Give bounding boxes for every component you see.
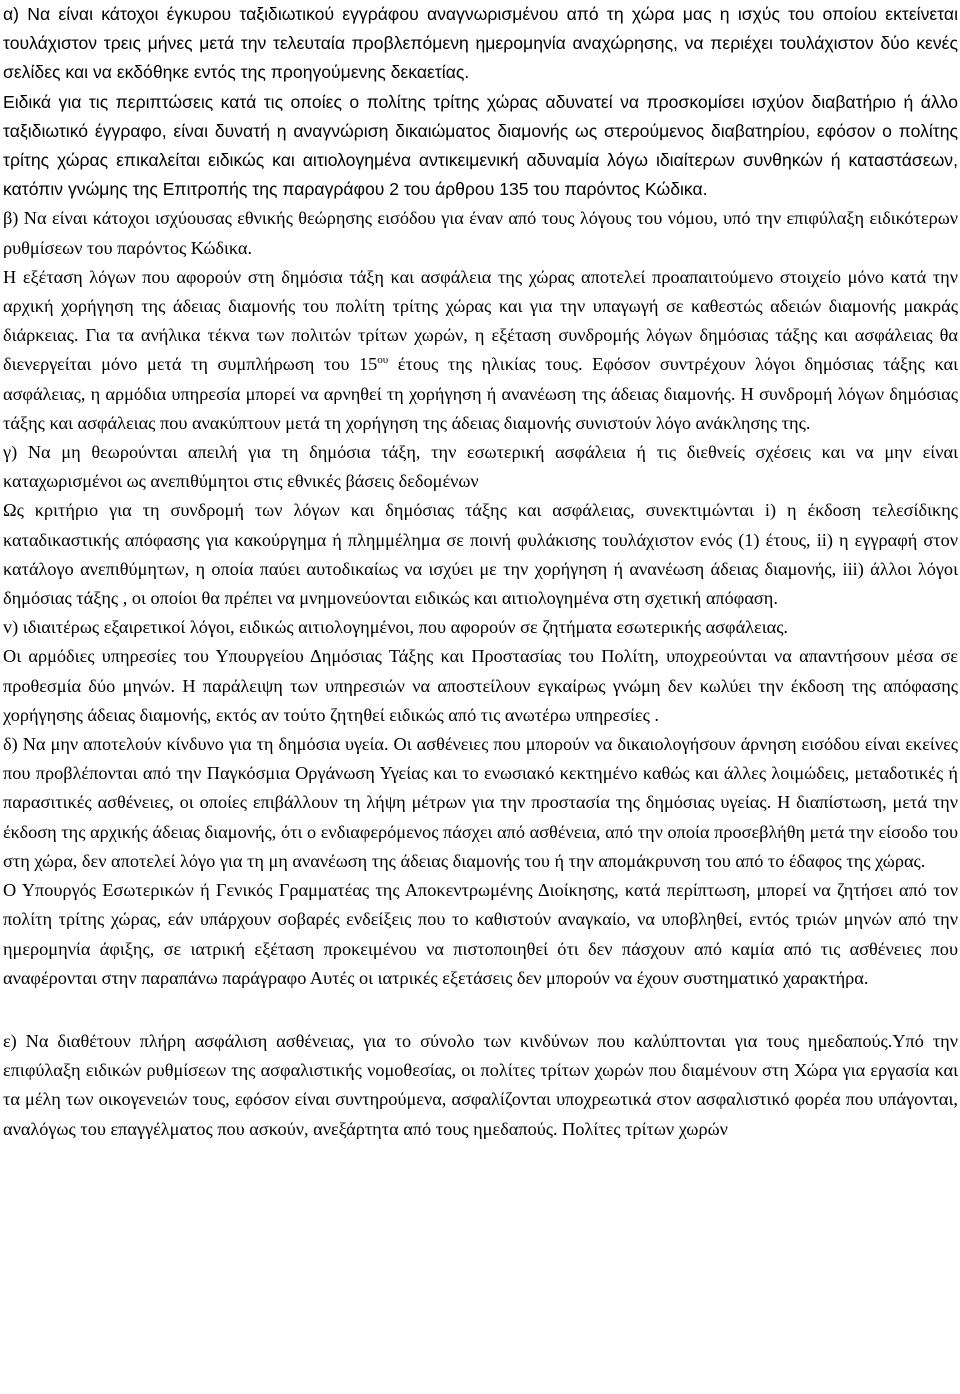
paragraph-c-3: v) ιδιαιτέρως εξαιρετικοί λόγοι, ειδικώς αιτιολογημένοι, που αφορούν σε ζητήματα εσωτερικής ασφάλειας. — [3, 617, 789, 638]
paragraph-b-2-after: έτους της ηλικίας τους. Εφόσον συντρέχουν λόγοι δημόσιας τάξης και ασφάλειας, η αρμόδια υπηρεσία μπορεί να αρνηθεί τη χορήγηση ή ανανέωση της άδειας διαμονής. Η συνδρομή λόγων δημόσιας τάξης και ασφάλειας που ανακύπτουν μετά τη χορήγηση της άδειας διαμονής συνιστούν λόγο ανάκλησης της. — [3, 354, 958, 433]
paragraph-b-2-before: Η εξέταση λόγων που αφορούν στη δημόσια τάξη και ασφάλεια της χώρας αποτελεί προαπαιτούμενο στοιχείο μόνο κατά την αρχική χορήγηση της άδειας διαμονής του πολίτη τρίτης χώρας και για την υπαγωγή σε καθεστώς αδειών διαμονής μακράς διάρκειας. Για τα ανήλικα τέκνα των πολιτών τρίτων χωρών, η εξέταση συνδρομής λόγων δημόσιας τάξης και ασφάλειας θα διενεργείται μόνο μετά τη συμπλήρωση του 15 — [3, 266, 958, 375]
main-body — [3, 204, 958, 1143]
paragraph-a-2: Ειδικά για τις περιπτώσεις κατά τις οποίες ο πολίτης τρίτης χώρας αδυνατεί να προσκομίσει ισχύον διαβατήριο ή άλλο ταξιδιωτικό έγγραφο, είναι δυνατή η αναγνώριση δικαιώματος διαμονής ως στερούμενος διαβατηρίου, εφόσον ο πολίτης τρίτης χώρας επικαλείται ειδικώς και αιτιολογημένα αντικειμενική αδυναμία λόγω ιδιαίτερων συνθηκών ή καταστάσεων, κατόπιν γνώμης της Επιτροπής της παραγράφου 2 του άρθρου 135 του παρόντος Κώδικα. — [3, 91, 958, 200]
paragraph-c-1: γ) Να μη θεωρούνται απειλή για τη δημόσια τάξη, την εσωτερική ασφάλεια ή τις διεθνείς σχέσεις και να μην είναι καταχωρισμένοι ως ανεπιθύμητοι στις εθνικές βάσεις δεδομένων — [3, 442, 958, 492]
paragraph-e-1: ε) Να διαθέτουν πλήρη ασφάλιση ασθένειας, για το σύνολο των κινδύνων που καλύπτονται για τους ημεδαπούς.Υπό την επιφύλαξη ειδικών ρυθμίσεων της ασφαλιστικής νομοθεσίας, οι πολίτες τρίτων χωρών που διαμένουν στη Χώρα για εργασία και τα μέλη των οικογενειών τους, εφόσον είναι συντηρούμενα, ασφαλίζονται υποχρεωτικά στον ασφαλιστικό φορέα που υπάγονται, αναλόγως του επαγγέλματος που ασκούν, ανεξάρτητα από τους ημεδαπούς. Πολίτες τρίτων χωρών — [3, 1030, 958, 1139]
paragraph-spacer — [3, 993, 958, 1027]
paragraph-d-2: Ο Υπουργός Εσωτερικών ή Γενικός Γραμματέας της Αποκεντρωμένης Διοίκησης, κατά περίπτωση, μπορεί να ζητήσει από τον πολίτη τρίτης χώρας, εάν υπάρχουν σοβαρές ενδείξεις που το καθιστούν αναγκαίο, να υποβληθεί, εντός τριών μηνών από την ημερομηνία άφιξης, σε ιατρική εξέταση προκειμένου να πιστοποιηθεί ότι δεν πάσχουν από καμία από τις ασθένειες που αναφέρονται στην παραπάνω παράγραφο Αυτές οι ιατρικές εξετάσεις δεν μπορούν να έχουν συστηματικό χαρακτήρα. — [3, 880, 958, 988]
paragraph-d-1: δ) Να μην αποτελούν κίνδυνο για τη δημόσια υγεία. Οι ασθένειες που μπορούν να δικαιολογήσουν άρνηση εισόδου είναι εκείνες που προβλέπονται από την Παγκόσμια Οργάνωση Υγείας και το ενωσιακό κεκτημένο καθώς και άλλες λοιμώδεις, μεταδοτικές ή παρασιτικές ασθένειες, οι οποίες επιβάλλουν τη λήψη μέτρων για την προστασία της δημόσιας υγείας. Η διαπίστωση, μετά την έκδοση της αρχικής άδειας διαμονής, ότι ο ενδιαφερόμενος πάσχει από ασθένεια, από την οποία προσεβλήθη μετά την είσοδο του στη χώρα, δεν αποτελεί λόγο για τη μη ανανέωση της άδειας διαμονής του ή την απομάκρυνση του από το έδαφος της χώρας. — [3, 734, 958, 871]
paragraph-b-2 — [3, 263, 958, 438]
paragraph-a-1: α) Να είναι κάτοχοι έγκυρου ταξιδιωτικού εγγράφου αναγνωρισμένου από τη χώρα μας η ισχύς του οποίου εκτείνεται τουλάχιστον τρεις μήνες μετά την τελευταία προβλεπόμενη ημερομηνία αναχώρησης, να περιέχει τουλάχιστον δύο κενές σελίδες και να εκδόθηκε εντός της προηγούμενης δεκαετίας. — [3, 4, 958, 83]
paragraph-b-1: β) Να είναι κάτοχοι ισχύουσας εθνικής θεώρησης εισόδου για έναν από τους λόγους του νόμου, υπό την επιφύλαξη ειδικότερων ρυθμίσεων του παρόντος Κώδικα. — [3, 208, 958, 258]
paragraph-a-intro — [3, 0, 958, 204]
paragraph-c-4: Οι αρμόδιες υπηρεσίες του Υπουργείου Δημόσιας Τάξης και Προστασίας του Πολίτη, υποχρεούνται να απαντήσουν μέσα σε προθεσμία δύο μηνών. Η παράλειψη των υπηρεσιών να αποστείλουν εγκαίρως γνώμη δεν κωλύει την έκδοση της απόφασης χορήγησης άδειας διαμονής, εκτός αν τούτο ζητηθεί ειδικώς από τις ανωτέρω υπηρεσίες . — [3, 646, 958, 725]
ordinal-superscript: ου — [377, 354, 389, 367]
paragraph-c-2: Ως κριτήριο για τη συνδρομή των λόγων και δημόσιας τάξης και ασφάλειας, συνεκτιμώνται i) η έκδοση τελεσίδικης καταδικαστικής απόφασης για κακούργημα ή πλημμέλημα σε ποινή φυλάκισης τουλάχιστον ενός (1) έτους, ii) η εγγραφή στον κατάλογο ανεπιθύμητων, η οποία παύει αυτοδικαίως να ισχύει με την χορήγηση ή ανανέωση άδειας διαμονής, iii) άλλοι λόγοι δημόσιας τάξης , οι οποίοι θα πρέπει να μνημονεύονται ειδικώς και αιτιολογημένα στη σχετική απόφαση. — [3, 500, 958, 609]
